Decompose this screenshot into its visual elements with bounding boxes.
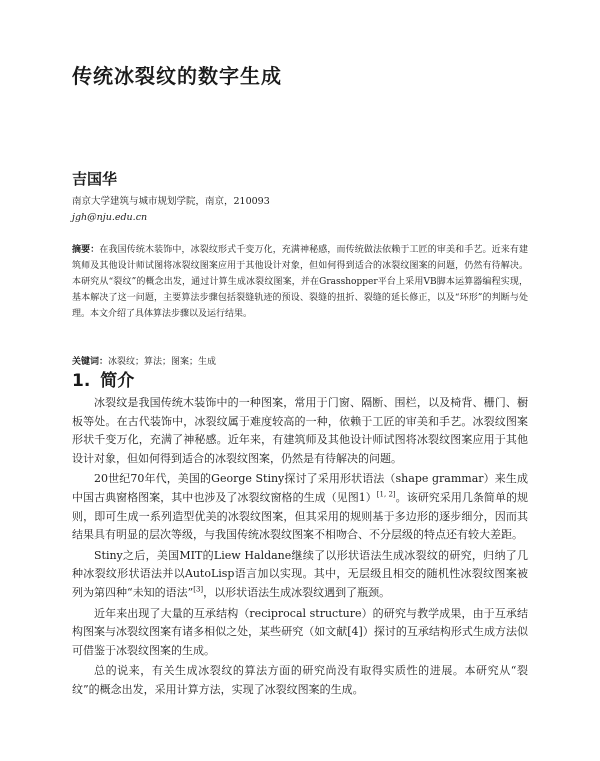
- paragraph: [72, 547, 528, 603]
- paper-title: 传统冰裂纹的数字生成: [72, 64, 282, 88]
- section-title: 简介: [100, 371, 135, 391]
- paragraph-text: ，以形状语法生成冰裂纹遇到了瓶颈。: [203, 585, 391, 599]
- keywords-label: 关键词：: [72, 357, 109, 367]
- author-name: 吉国华: [72, 170, 118, 188]
- paragraph: [72, 605, 528, 661]
- keywords: [72, 354, 528, 370]
- citation: [3]: [193, 585, 204, 594]
- affiliation: 南京大学建筑与城市规划学院，南京，210093: [72, 196, 270, 207]
- author-affiliation-block: [72, 194, 270, 226]
- abstract-label: 摘要：: [72, 245, 100, 255]
- citation: [1, 2]: [376, 490, 396, 499]
- paragraph-text: 冰裂纹是我国传统木装饰中的一种图案，常用于门窗、隔断、围栏，以及椅背、栅门、橱板等处。在古代装饰中，冰裂纹属于难度较高的一种，依赖于工匠的审美和手艺。冰裂纹图案形状千变万化，充满了神秘感。近年来，有建筑师及其他设计师试图将冰裂纹图案应用于其他设计对象，但如何得到适合的冰裂纹图案，仍然是有待解决的问题。: [72, 396, 528, 465]
- abstract: [72, 242, 528, 322]
- author-email: jgh@nju.edu.cn: [72, 212, 148, 223]
- abstract-text: 在我国传统木装饰中，冰裂纹形式千变万化，充满神秘感，而传统做法依赖于工匠的审美和手艺。近来有建筑师及其他设计师试图将冰裂纹图案应用于其他设计对象，但如何得到适合的冰裂纹图案的问题，仍然有待解决。本研究从“裂纹”的概念出发，通过计算生成冰裂纹图案，并在Grasshopper平台上采用VB脚本运算器编程实现，基本解决了这一问题，主要算法步骤包括裂缝轨迹的预设、裂缝的扭折、裂缝的延长修正，以及“环形”的判断与处理。本文介绍了具体算法步骤以及运行结果。: [72, 245, 528, 319]
- paragraph: [72, 394, 528, 468]
- keywords-text: 冰裂纹；算法；图案；生成: [108, 357, 217, 367]
- body-text: [72, 394, 528, 702]
- paragraph-text: 总的说来，有关生成冰裂纹的算法方面的研究尚没有取得实质性的进展。本研究从“裂纹”的概念出发，采用计算方法，实现了冰裂纹图案的生成。: [72, 664, 528, 696]
- paragraph-text: Stiny之后，美国MIT的Liew Haldane继续了以形状语法生成冰裂纹的研究，归纳了几种冰裂纹形状语法并以AutoLisp语言加以实现。其中，无层级且相交的随机性冰裂纹图案被列为第四种“未知的语法”: [72, 548, 528, 599]
- paragraph-text: 近年来出现了大量的互承结构（reciprocal structure）的研究与教学成果，由于互承结构图案与冰裂纹图案有诸多相似之处，某些研究（如文献[4]）探讨的互承结构形式生成方法似可借鉴于冰裂纹图案的生成。: [72, 606, 528, 657]
- paragraph: [72, 470, 528, 544]
- paragraph-text: 。该研究采用几条简单的规则，即可生成一系列造型优美的冰裂纹图案，但其采用的规则基于多边形的逐步细分，因而其结果具有明显的层次等级，与我国传统冰裂纹图案不相吻合、不分层级的特点还有较大差距。: [72, 490, 528, 542]
- paragraph-text: 20世纪70年代，美国的George Stiny探讨了采用形状语法（shape grammar）来生成中国古典窗格图案，其中也涉及了冰裂纹窗格的生成（见图1）: [72, 472, 528, 504]
- paragraph: [72, 662, 528, 699]
- section-heading: [72, 366, 134, 391]
- section-number: 1.: [72, 371, 91, 391]
